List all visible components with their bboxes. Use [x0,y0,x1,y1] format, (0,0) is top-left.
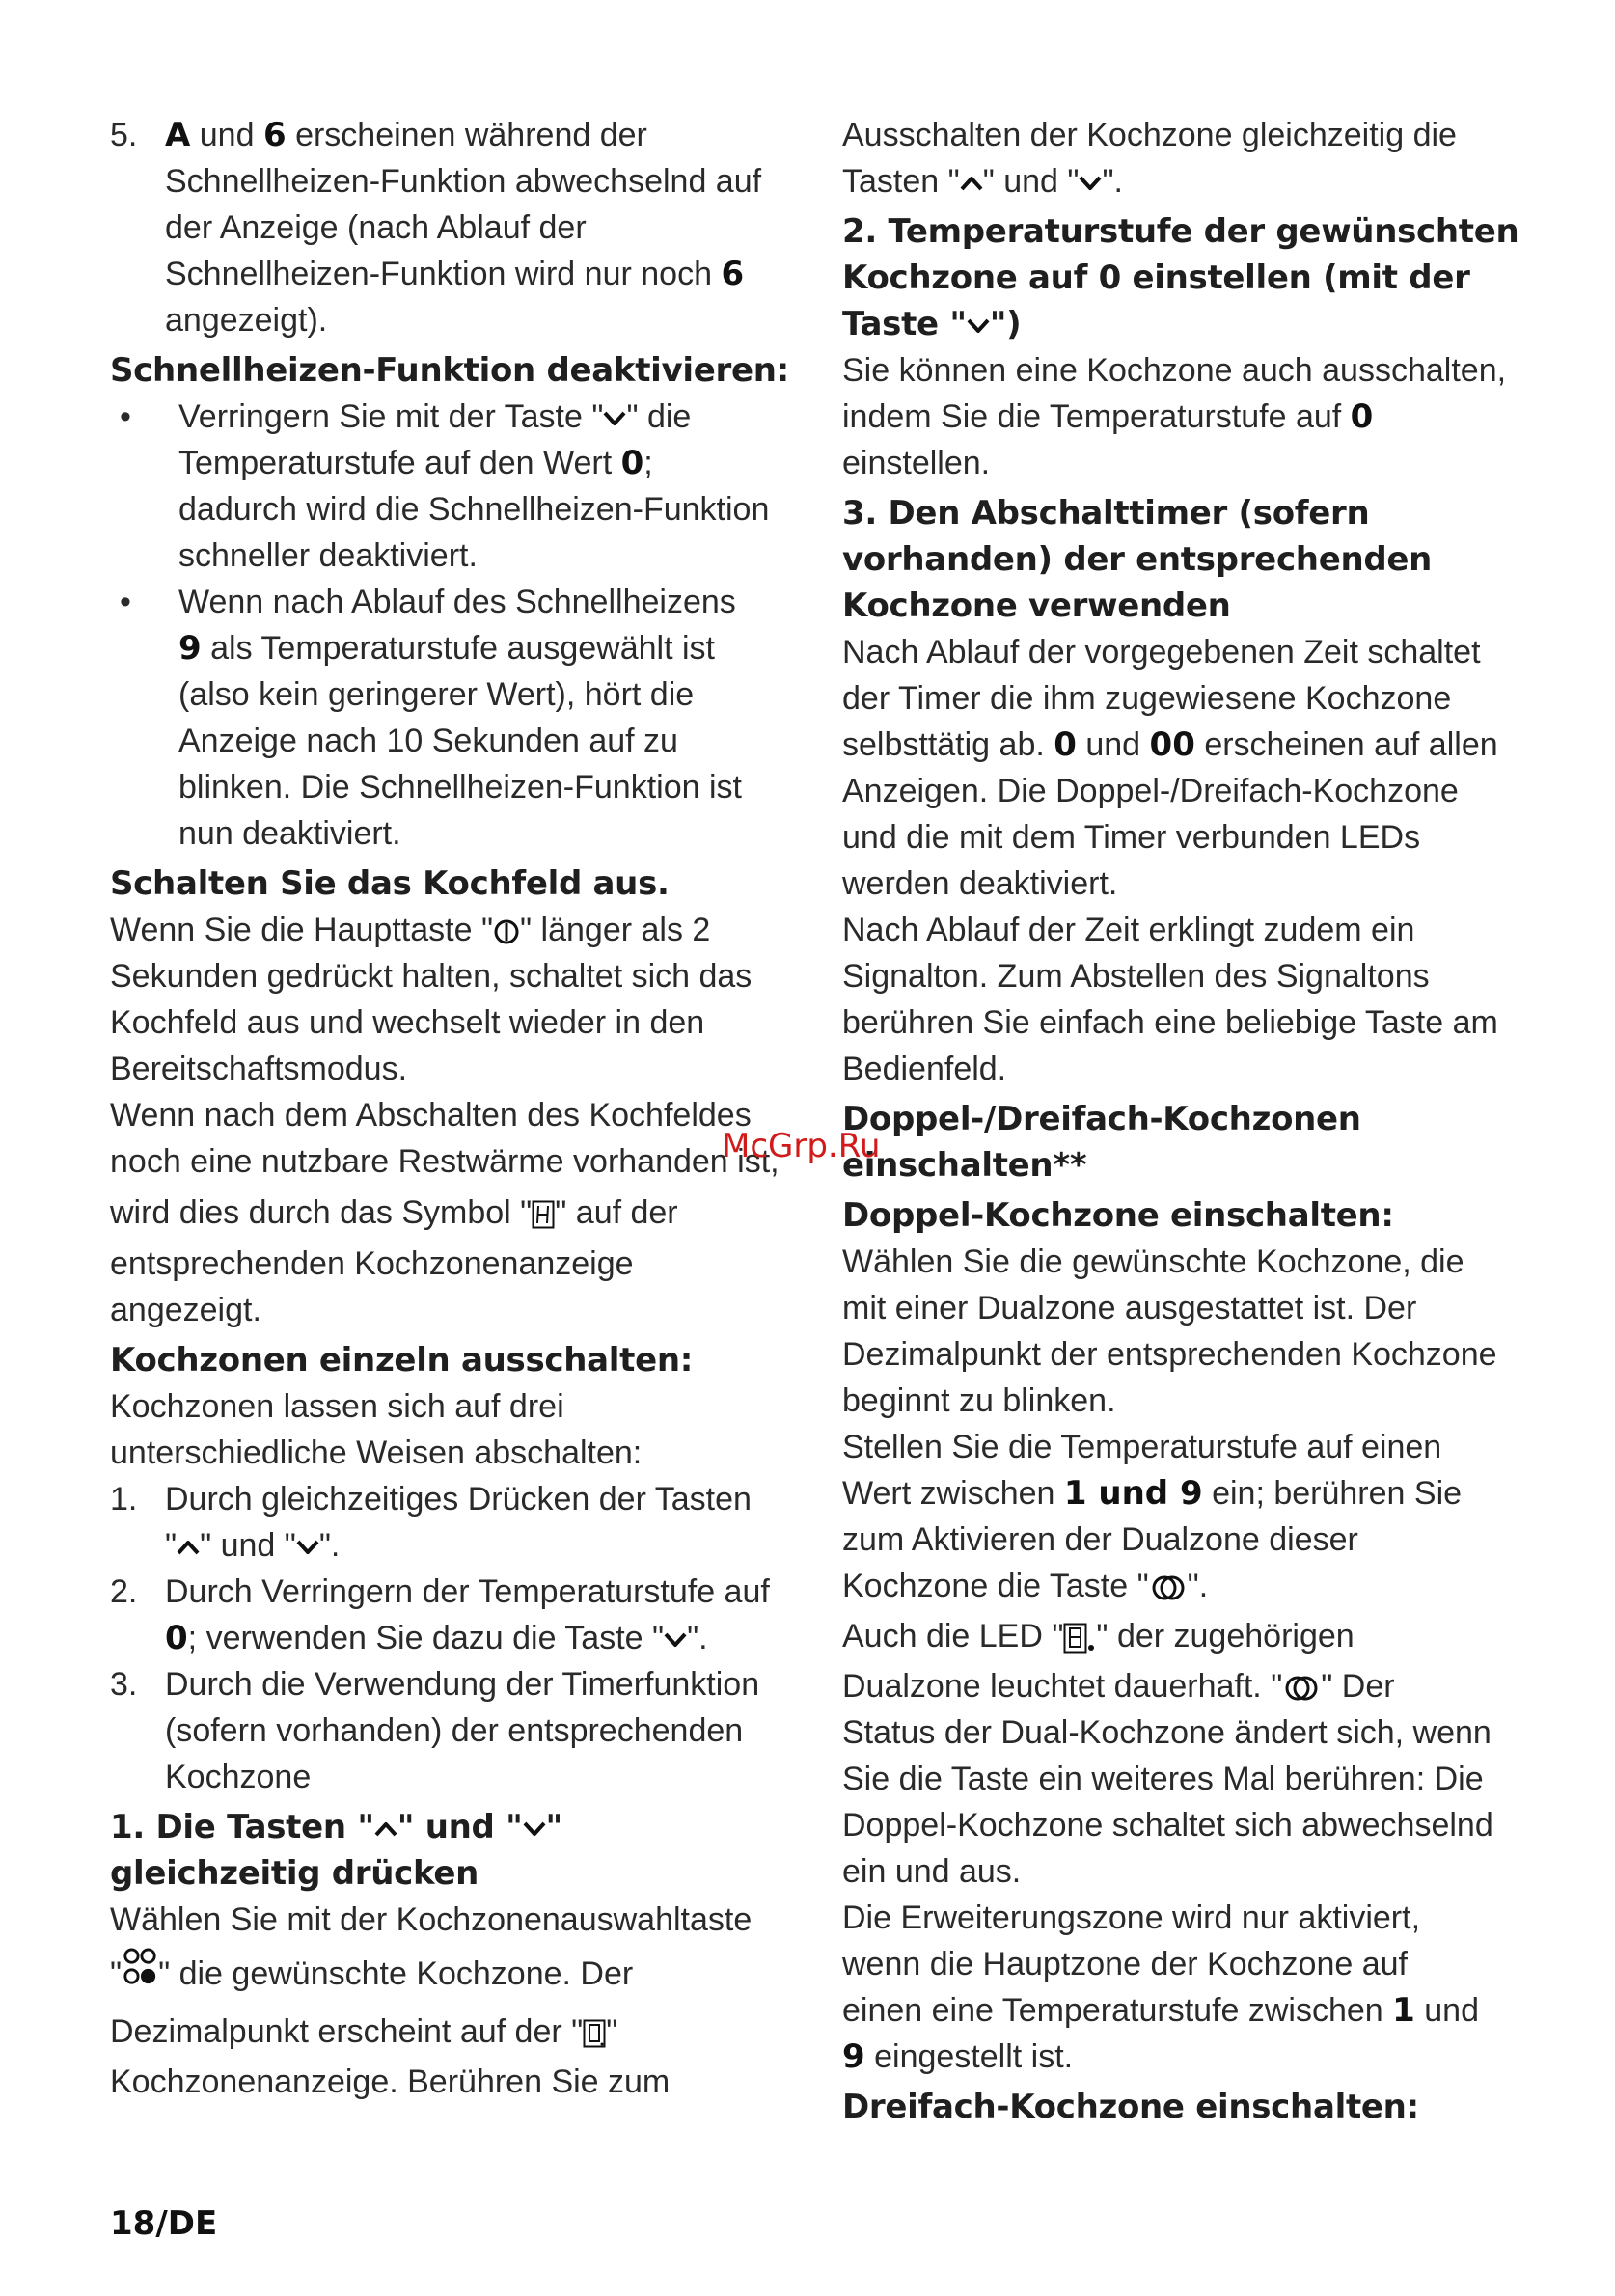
dual-zone-icon [1149,1574,1188,1601]
list-item-5: 5. A und 6 erscheinen während der Schnellheizen-Funktion abwechselnd auf der Anzeige (nach Ablauf der Schnellheizen-Funktion wird nur noch 6 angezeigt). [110,112,805,343]
zone-select-icon [122,1946,158,1988]
chevron-down-icon [523,1821,546,1837]
paragraph-section-1: Wählen Sie mit der Kochzonenauswahltaste " " die gewünschte Kochzone. Der Dezimalpunkt erscheint auf der " " Kochzonenanzeige. Berühren Sie zum [110,1901,753,2100]
residual-heat-h-icon [532,1200,555,1229]
chevron-down-icon [296,1540,319,1555]
bullet-dot: • [120,398,131,435]
list-item-3: 3. Durch die Verwendung der Timerfunktion (sofern vorhanden) der entsprechenden Kochzone [110,1661,805,1800]
heading-section-3: 3. Den Abschalttimer (sofern vorhanden) der entsprechenden Kochzone verwenden [842,494,1433,625]
zero-display-icon [583,2019,606,2048]
chevron-down-icon [603,411,626,426]
bullet-item: • Verringern Sie mit der Taste " " die Temperaturstufe auf den Wert 0; dadurch wird die Schnellheizen-Funktion schneller deaktiviert. [110,394,805,579]
heading-switch-off: Schalten Sie das Kochfeld aus. [110,864,670,903]
chevron-down-icon [967,318,990,334]
page-number: 18/DE [110,2204,218,2243]
dual-zone-icon [1282,1675,1321,1702]
chevron-up-icon [960,176,983,191]
list-item-1: 1. Durch gleichzeitiges Drücken der Tasten " " und " ". [110,1476,805,1569]
heading-deactivate: Schnellheizen-Funktion deaktivieren: [110,351,789,390]
list-number: 1. [110,1481,138,1517]
watermark: McGrp.Ru [722,1127,881,1165]
paragraph-double-zone: Wählen Sie die gewünschte Kochzone, die mit einer Dualzone ausgestattet ist. Der Dezimalpunkt der entsprechenden Kochzone beginnt zu blinken. Stellen Sie die Temperaturstufe auf einen Wert zwischen 1 und 9 ein; berühren Sie zum Aktivieren der Dualzone dieser Kochzone die Taste " ". Auch die LED " " der zugehörigen Dualzone leuchtet dauerhaft. " " Der Status der Dual-Kochzone ändert sich, wenn Sie die Taste ein weiteres Mal berühren: Die Doppel-Kochzone schaltet sich abwechselnd ein und aus. Die Erweiterungszone wird nur aktiviert, wenn die Hauptzone der Kochzone auf einen eine Temperaturstufe zwischen 1 und 9 eingestellt ist. [842,1244,1497,2076]
heading-double-zone: Doppel-Kochzone einschalten: [842,1196,1394,1235]
chevron-down-icon [1079,176,1102,191]
bullet-item: • Wenn nach Ablauf des Schnellheizens 9 als Temperaturstufe ausgewählt ist (also kein geringerer Wert), hört die Anzeige nach 10 Sekunden auf zu blinken. Die Schnellheizen-Funktion ist nun deaktiviert. [110,579,805,857]
paragraph-zones-intro: Kochzonen lassen sich auf drei unterschiedliche Weisen abschalten: [110,1388,643,1471]
paragraph-section-3: Nach Ablauf der vorgegebenen Zeit schaltet der Timer die ihm zugewiesene Kochzone selbsttätig ab. 0 und 00 erscheinen auf allen Anzeigen. Die Doppel-/Dreifach-Kochzone und die mit dem Timer verbunden LEDs werden deaktiviert. Nach Ablauf der Zeit erklingt zudem ein Signalton. Zum Abstellen des Signaltons berühren Sie einfach eine beliebige Taste am Bedienfeld. [842,634,1498,1087]
list-number: 5. [110,117,138,153]
bullet-dot: • [120,584,131,620]
chevron-up-icon [177,1540,200,1555]
list-item-2: 2. Durch Verringern der Temperaturstufe auf 0; verwenden Sie dazu die Taste " ". [110,1569,805,1661]
led-8-icon [1063,1623,1096,1654]
paragraph-continued: Ausschalten der Kochzone gleichzeitig die Tasten " " und " ". [842,117,1457,200]
heading-triple-zone: Dreifach-Kochzone einschalten: [842,2088,1419,2126]
heading-zones-off: Kochzonen einzeln ausschalten: [110,1341,694,1380]
heading-dual-zones: Doppel-/Dreifach-Kochzonen einschalten** [842,1100,1361,1185]
heading-section-1: 1. Die Tasten " " und " " gleichzeitig drücken [110,1808,562,1893]
chevron-down-icon [664,1632,687,1648]
chevron-up-icon [374,1821,397,1837]
right-column [842,112,1537,2130]
paragraph-section-2: Sie können eine Kochzone auch ausschalten, indem Sie die Temperaturstufe auf 0 einstellen. [842,352,1507,481]
list-number: 3. [110,1666,138,1703]
power-icon [493,918,520,945]
left-column [110,112,805,2105]
list-number: 2. [110,1573,138,1610]
paragraph-switch-off: Wenn Sie die Haupttaste " " länger als 2 Sekunden gedrückt halten, schaltet sich das Kochfeld aus und wechselt wieder in den Bereitschaftsmodus. Wenn nach dem Abschalten des Kochfeldes noch eine nutzbare Restwärme vorhanden ist, wird dies durch das Symbol " " auf der entsprechenden Kochzonenanzeige angezeigt. [110,912,780,1328]
heading-section-2: 2. Temperaturstufe der gewünschten Kochzone auf 0 einstellen (mit der Taste " ") [842,212,1519,343]
